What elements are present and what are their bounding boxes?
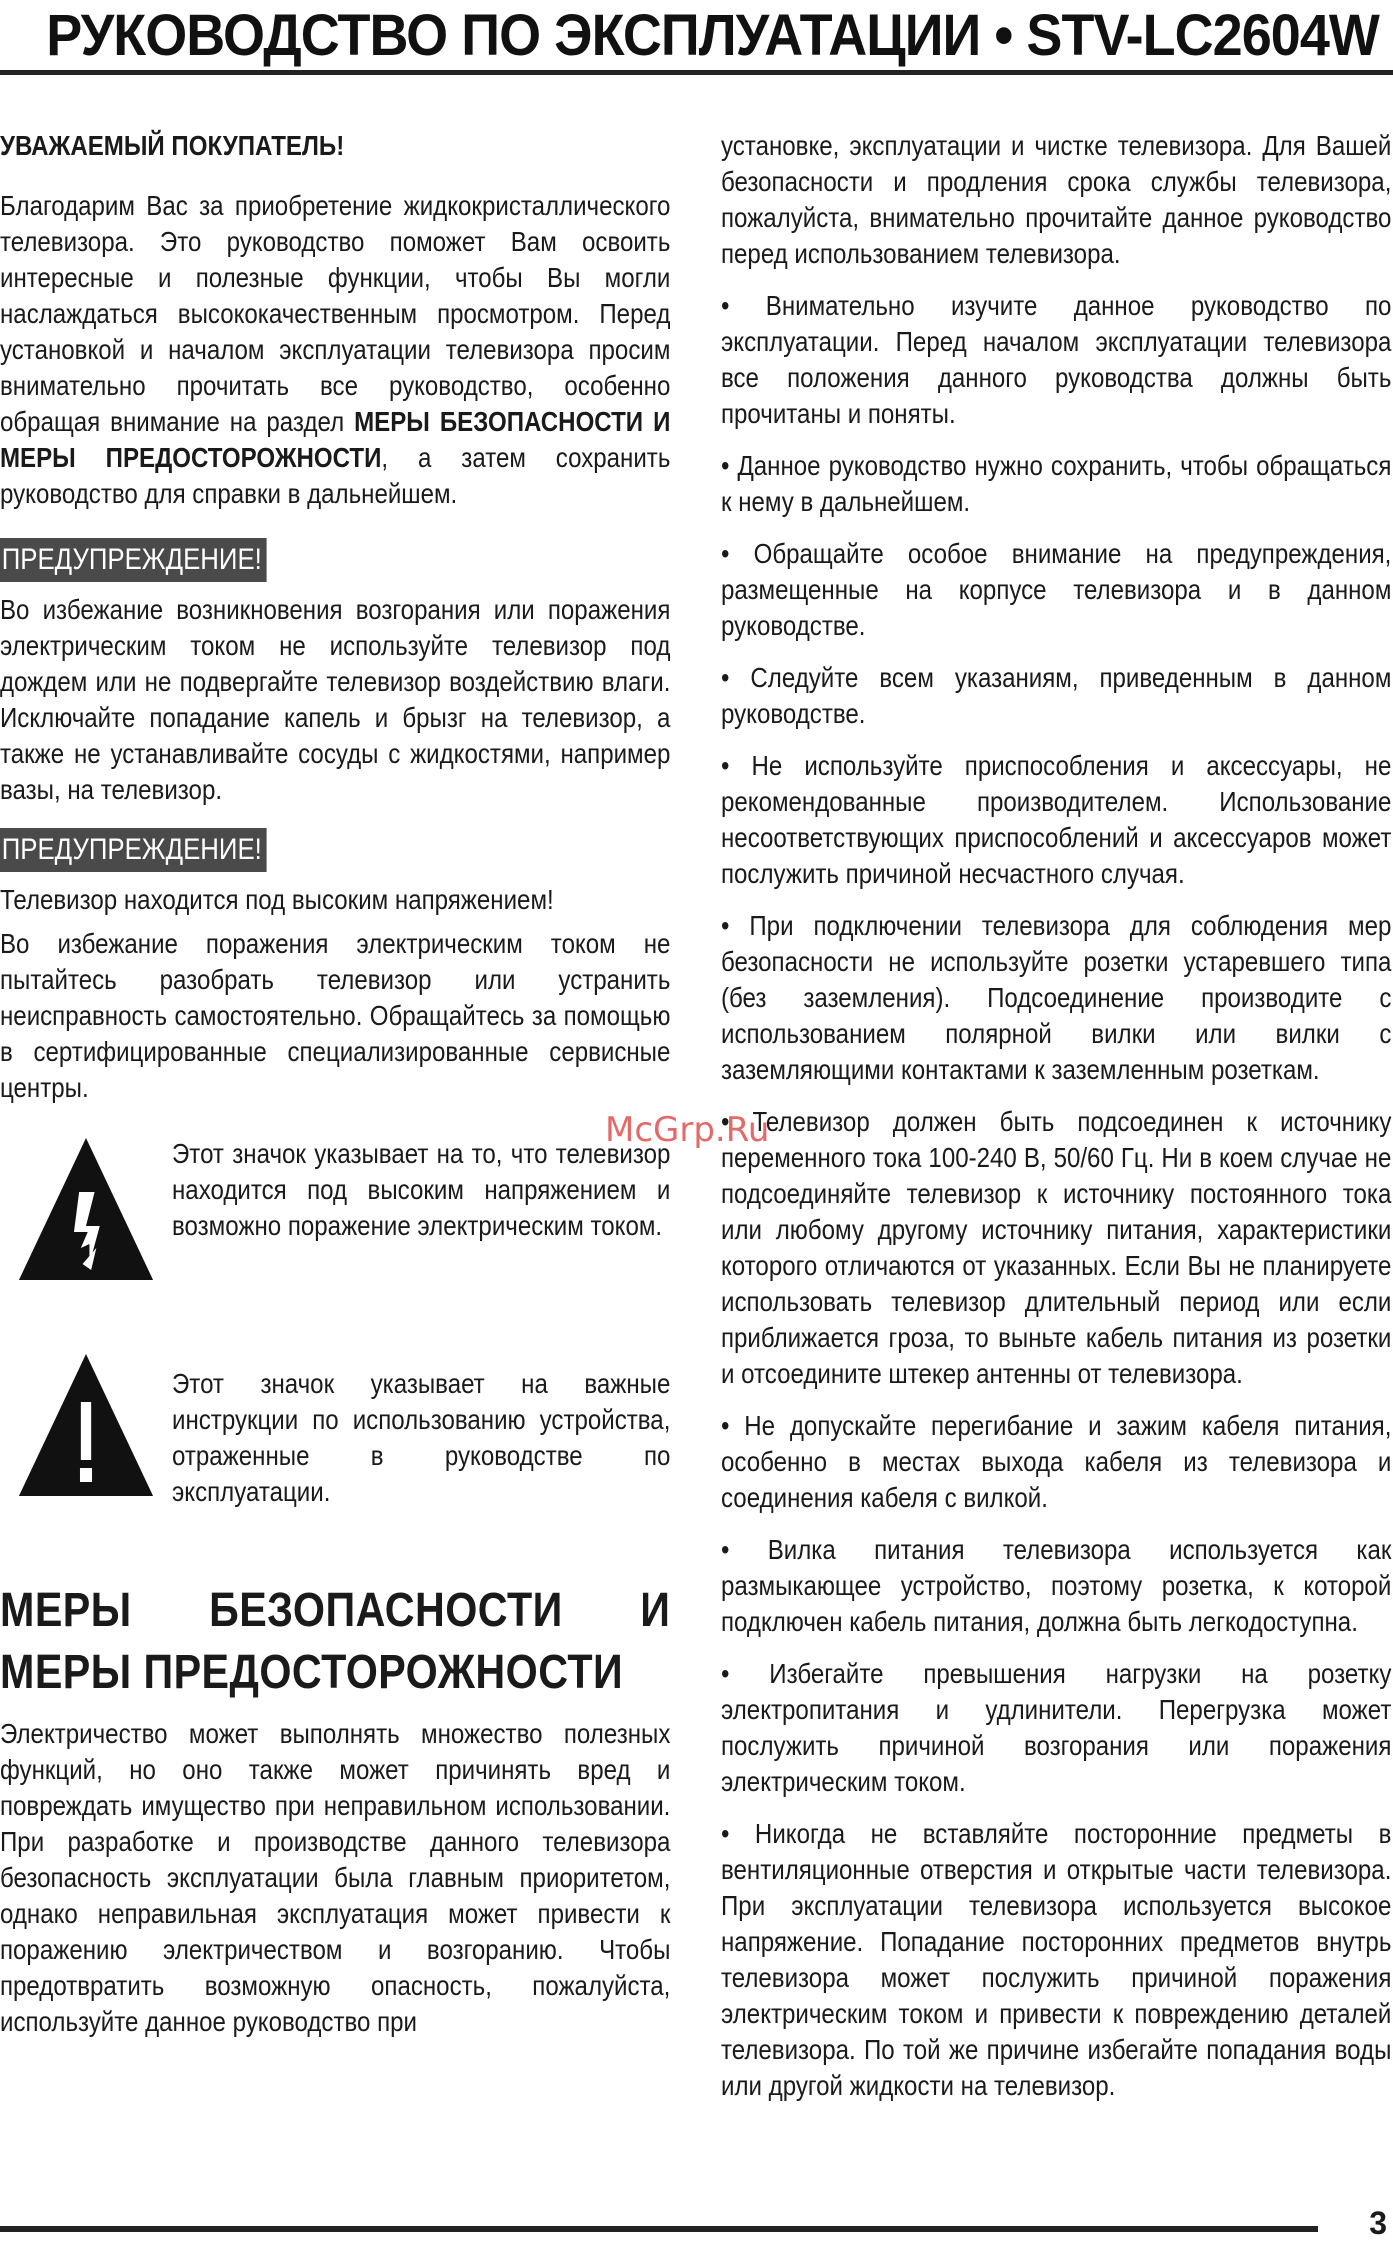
bullet-item: • Обращайте особое внимание на предупреждения, размещенные на корпусе телевизора и в данном руководстве. — [721, 538, 1392, 641]
continuation-paragraph: установке, эксплуатации и чистке телевизора. Для Вашей безопасности и продления срока службы телевизора, пожалуйста, внимательно прочитайте данное руководство перед использованием телевизора. — [721, 130, 1392, 269]
bullet-item: • Данное руководство нужно сохранить, чтобы обращаться к нему в дальнейшем. — [721, 450, 1392, 517]
watermark: McGrp.Ru — [605, 1110, 770, 1150]
footer-rule — [0, 2226, 1318, 2232]
warning-paragraph: Во избежание поражения электрическим током не пытайтесь разобрать телевизор или устранить неисправность самостоятельно. Обращайтесь за помощью в сертифицированные специализированные сервисные центры. — [0, 928, 671, 1103]
page-header — [0, 0, 1393, 76]
bullet-item: • Избегайте превышения нагрузки на розетку электропитания и удлинители. Перегрузка может послужить причиной возгорания или поражения электрическим током. — [721, 1658, 1392, 1797]
warning-headline: Телевизор находится под высоким напряжением! — [0, 884, 554, 915]
bullet-item: • Следуйте всем указаниям, приведенным в данном руководстве. — [721, 662, 1392, 729]
header-rule — [0, 70, 1393, 75]
high-voltage-notice-text: Этот значок указывает на то, что телевизор находится под высоким напряжением и возможно поражение электрическим током. — [172, 1138, 671, 1241]
manual-title: РУКОВОДСТВО ПО ЭКСПЛУАТАЦИИ • STV-LC2604W — [46, 3, 1379, 68]
section-paragraph: Электричество может выполнять множество полезных функций, но оно также может причинять вред и повреждать имуществo при неправильном использовании. При разработке и производстве данного телевизора безопасность эксплуатации была главным приоритетом, однако неправильная эксплуатация может привести к поражению электричеством и возгоранию. Чтобы предотвратить возможную опасность, пожалуйста, используйте данное руководство при — [0, 1718, 671, 2037]
important-instructions-text: Этот значок указывает на важные инструкции по использованию устройства, отраженные в руководстве по эксплуатации. — [172, 1368, 671, 1507]
warning-paragraph: Во избежание возникновения возгорания или поражения электрическим током не используйте телевизор под дождем или не подвергайте телевизор воздействию влаги. Исключайте попадание капель и брызг на телевизор, а также не устанавливайте сосуды с жидкостями, например вазы, на телевизор. — [0, 594, 671, 805]
warning-badge: ПРЕДУПРЕЖДЕНИЕ! — [0, 538, 267, 582]
right-column — [721, 128, 1393, 2120]
bullet-item: • Телевизор должен быть подсоединен к источнику переменного тока 100-240 В, 50/60 Гц. Ни в коем случае не подсоединяйте телевизор к источнику постоянного тока или любому другому источнику питания, характеристики которого отличаются от указанных. Если Вы не планируете использовать телевизор длительный период или если приближается гроза, то выньте кабель питания из розетки и отсоедините штекер антенны от телевизора. — [721, 1106, 1392, 1389]
left-column — [0, 128, 672, 2056]
bullet-item: • Не используйте приспособления и аксессуары, не рекомендованные производителем. Использование несоответствующих приспособлений и аксессуаров может послужить причиной несчастного случая. — [721, 750, 1392, 889]
exclamation-warning-icon — [0, 1352, 172, 1498]
lightning-warning-icon — [0, 1136, 172, 1282]
bullet-item: • Никогда не вставляйте посторонние предметы в вентиляционные отверстия и открытые части телевизора. При эксплуатации телевизора используется высокое напряжение. Попадание посторонних предметов внутрь телевизора может послужить причиной поражения электрическим током и привести к повреждению деталей телевизора. По той же причине избегайте попадания воды или другой жидкости на телевизор. — [721, 1818, 1392, 2101]
intro-text-bold: МЕРЫ БЕЗОПАСНОСТИ И МЕРЫ ПРЕДОСТОРОЖНОСТИ — [0, 406, 671, 473]
intro-text-after: , а затем сохранить руководство для справки в дальнейшем. — [0, 442, 671, 509]
page-number: 3 — [1369, 2205, 1387, 2241]
high-voltage-notice — [0, 1136, 670, 1282]
bullet-item: • Внимательно изучите данное руководство по эксплуатации. Перед началом эксплуатации телевизора все положения данного руководства должны быть прочитаны и поняты. — [721, 290, 1392, 429]
bullet-item: • Не допускайте перегибание и зажим кабеля питания, особенно в местах выхода кабеля из телевизора и соединения кабеля с вилкой. — [721, 1410, 1392, 1513]
intro-text-before: Благодарим Вас за приобретение жидкокристаллического телевизора. Это руководство поможет Вам освоить интересные и полезные функции, чтобы Вы могли наслаждаться высококачественным просмотром. Перед установкой и началом эксплуатации телевизора просим внимательно прочитать все руководство, особенно обращая внимание на раздел — [0, 190, 671, 437]
important-instructions-notice — [0, 1352, 670, 1510]
bullet-item: • Вилка питания телевизора используется как размыкающее устройство, поэтому розетка, к которой подключен кабель питания, должна быть легкодоступна. — [721, 1534, 1392, 1637]
section-title: МЕРЫ БЕЗОПАСНОСТИ И МЕРЫ ПРЕДОСТОРОЖНОСТИ — [0, 1584, 671, 1699]
intro-paragraph — [0, 188, 670, 512]
warning-badge: ПРЕДУПРЕЖДЕНИЕ! — [0, 828, 267, 872]
bullet-item: • При подключении телевизора для соблюдения мер безопасности не используйте розетки устаревшего типа (без заземления). Подсоединение производите с использованием полярной вилки или вилки с заземляющими контактами к заземленным розеткам. — [721, 910, 1392, 1085]
greeting: УВАЖАЕМЫЙ ПОКУПАТЕЛЬ! — [0, 130, 345, 161]
